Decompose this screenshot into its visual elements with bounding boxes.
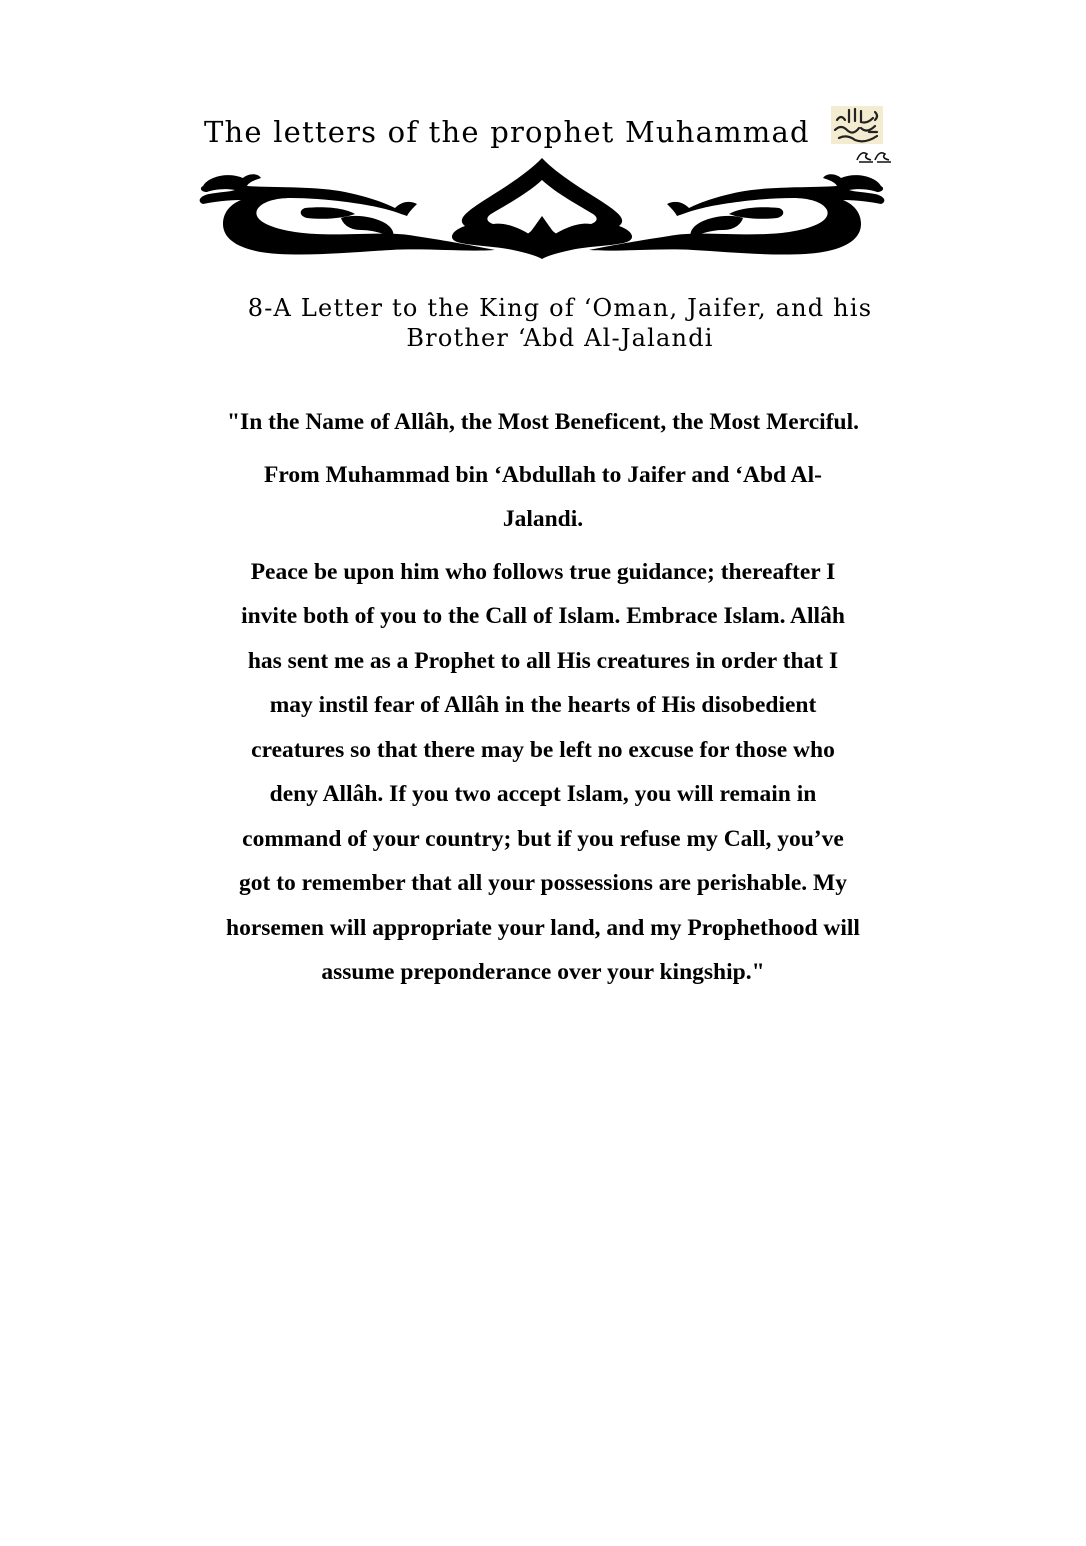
text-line: "In the Name of Allâh, the Most Beneficent, the Most Merciful. [227,409,859,435]
letter-text [180,400,906,995]
text-line: Peace be upon him who follows true guidance; thereafter I [250,558,836,585]
text-line: got to remember that all your possessions are perishable. My [239,870,847,896]
text-line: horsemen will appropriate your land, and my Prophethood will [226,914,860,941]
text-line: assume preponderance over your kingship." [321,959,765,985]
book-title: The letters of the prophet Muhammad [204,115,810,149]
text-line: Jalandi. [502,506,584,532]
letter-salutation [180,453,906,542]
chapter-title [200,293,920,353]
text-line: From Muhammad bin ‘Abdullah to Jaifer and ‘Abd Al- [264,461,822,488]
text-line: creatures so that there may be left no excuse for those who [251,736,835,763]
text-line: may instil fear of Allâh in the hearts of His disobedient [269,692,817,718]
letter-body-paragraph [180,550,906,995]
text-line: command of your country; but if you refuse my Call, you’ve [242,825,844,852]
text-line: invite both of you to the Call of Islam. Embrace Islam. Allâh [241,603,845,629]
text-line: has sent me as a Prophet to all His creatures in order that I [247,647,839,674]
chapter-title-line: Brother ‘Abd Al-Jalandi [406,324,714,352]
basmala [180,400,906,445]
arabesque-ornament-divider [195,158,889,260]
text-line: deny Allâh. If you two accept Islam, you will remain in [269,781,817,807]
salawat-calligraphy-icon [831,106,883,144]
chapter-title-line: 8-A Letter to the King of ‘Oman, Jaifer, and his [247,294,873,322]
